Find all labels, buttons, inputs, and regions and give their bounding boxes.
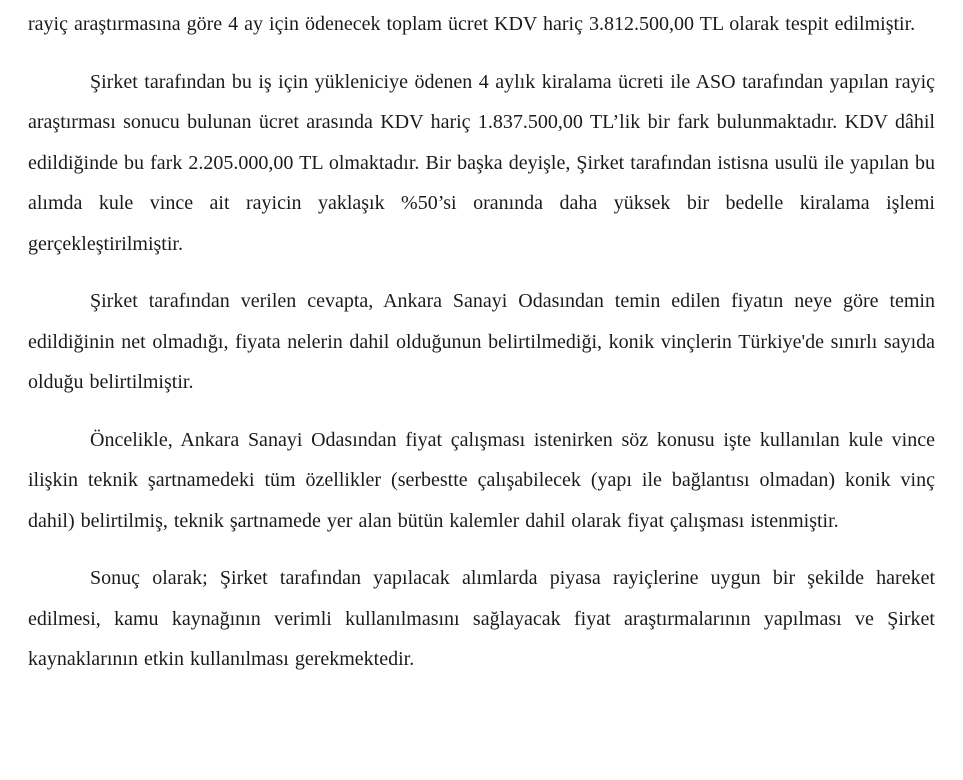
paragraph-conclusion: Sonuç olarak; Şirket tarafından yapılacak alımlarda piyasa rayiçlerine uygun bir şekilde hareket edilmesi, kamu kaynağının verimli kullanılmasını sağlayacak fiyat araştırmalarının yapılması ve Şirket kaynaklarının etkin kullanılması gerekmektedir. — [28, 567, 935, 670]
paragraph-company-response: Şirket tarafından verilen cevapta, Ankara Sanayi Odasından temin edilen fiyatın neye göre temin edildiğinin net olmadığı, fiyata nelerin dahil olduğunun belirtilmediği, konik vinçlerin Türkiye'de sınırlı sayıda olduğu belirtilmiştir. — [28, 290, 935, 393]
paragraph-price-study-scope: Öncelikle, Ankara Sanayi Odasından fiyat çalışması istenirken söz konusu işte kullanılan kule vince ilişkin teknik şartnamedeki tüm özellikler (serbestte çalışabilecek (yapı ile bağlantısı olmadan) konik vinç dahil) belirtilmiş, teknik şartnamede yer alan bütün kalemler dahil olarak fiyat çalışması istenmiştir. — [28, 428, 935, 532]
paragraph-rental-fee-difference: Şirket tarafından bu iş için yükleniciye ödenen 4 aylık kiralama ücreti ile ASO tarafından yapılan rayiç araştırması sonucu bulunan ücret arasında KDV hariç 1.837.500,00 TL’lik bir fark bulunmaktadır. KDV dâhil edildiğinde bu fark 2.205.000,00 TL olmaktadır. Bir başka deyişle, Şirket tarafından istisna usulü ile yapılan bu alımda kule vince ait rayicin yaklaşık %50’si oranında daha yüksek bir bedelle kiralama işlemi gerçekleştirilmiştir. — [28, 70, 935, 255]
paragraph-continuation: rayiç araştırmasına göre 4 ay için ödenecek toplam ücret KDV hariç 3.812.500,00 TL olarak tespit edilmiştir. — [28, 13, 916, 35]
